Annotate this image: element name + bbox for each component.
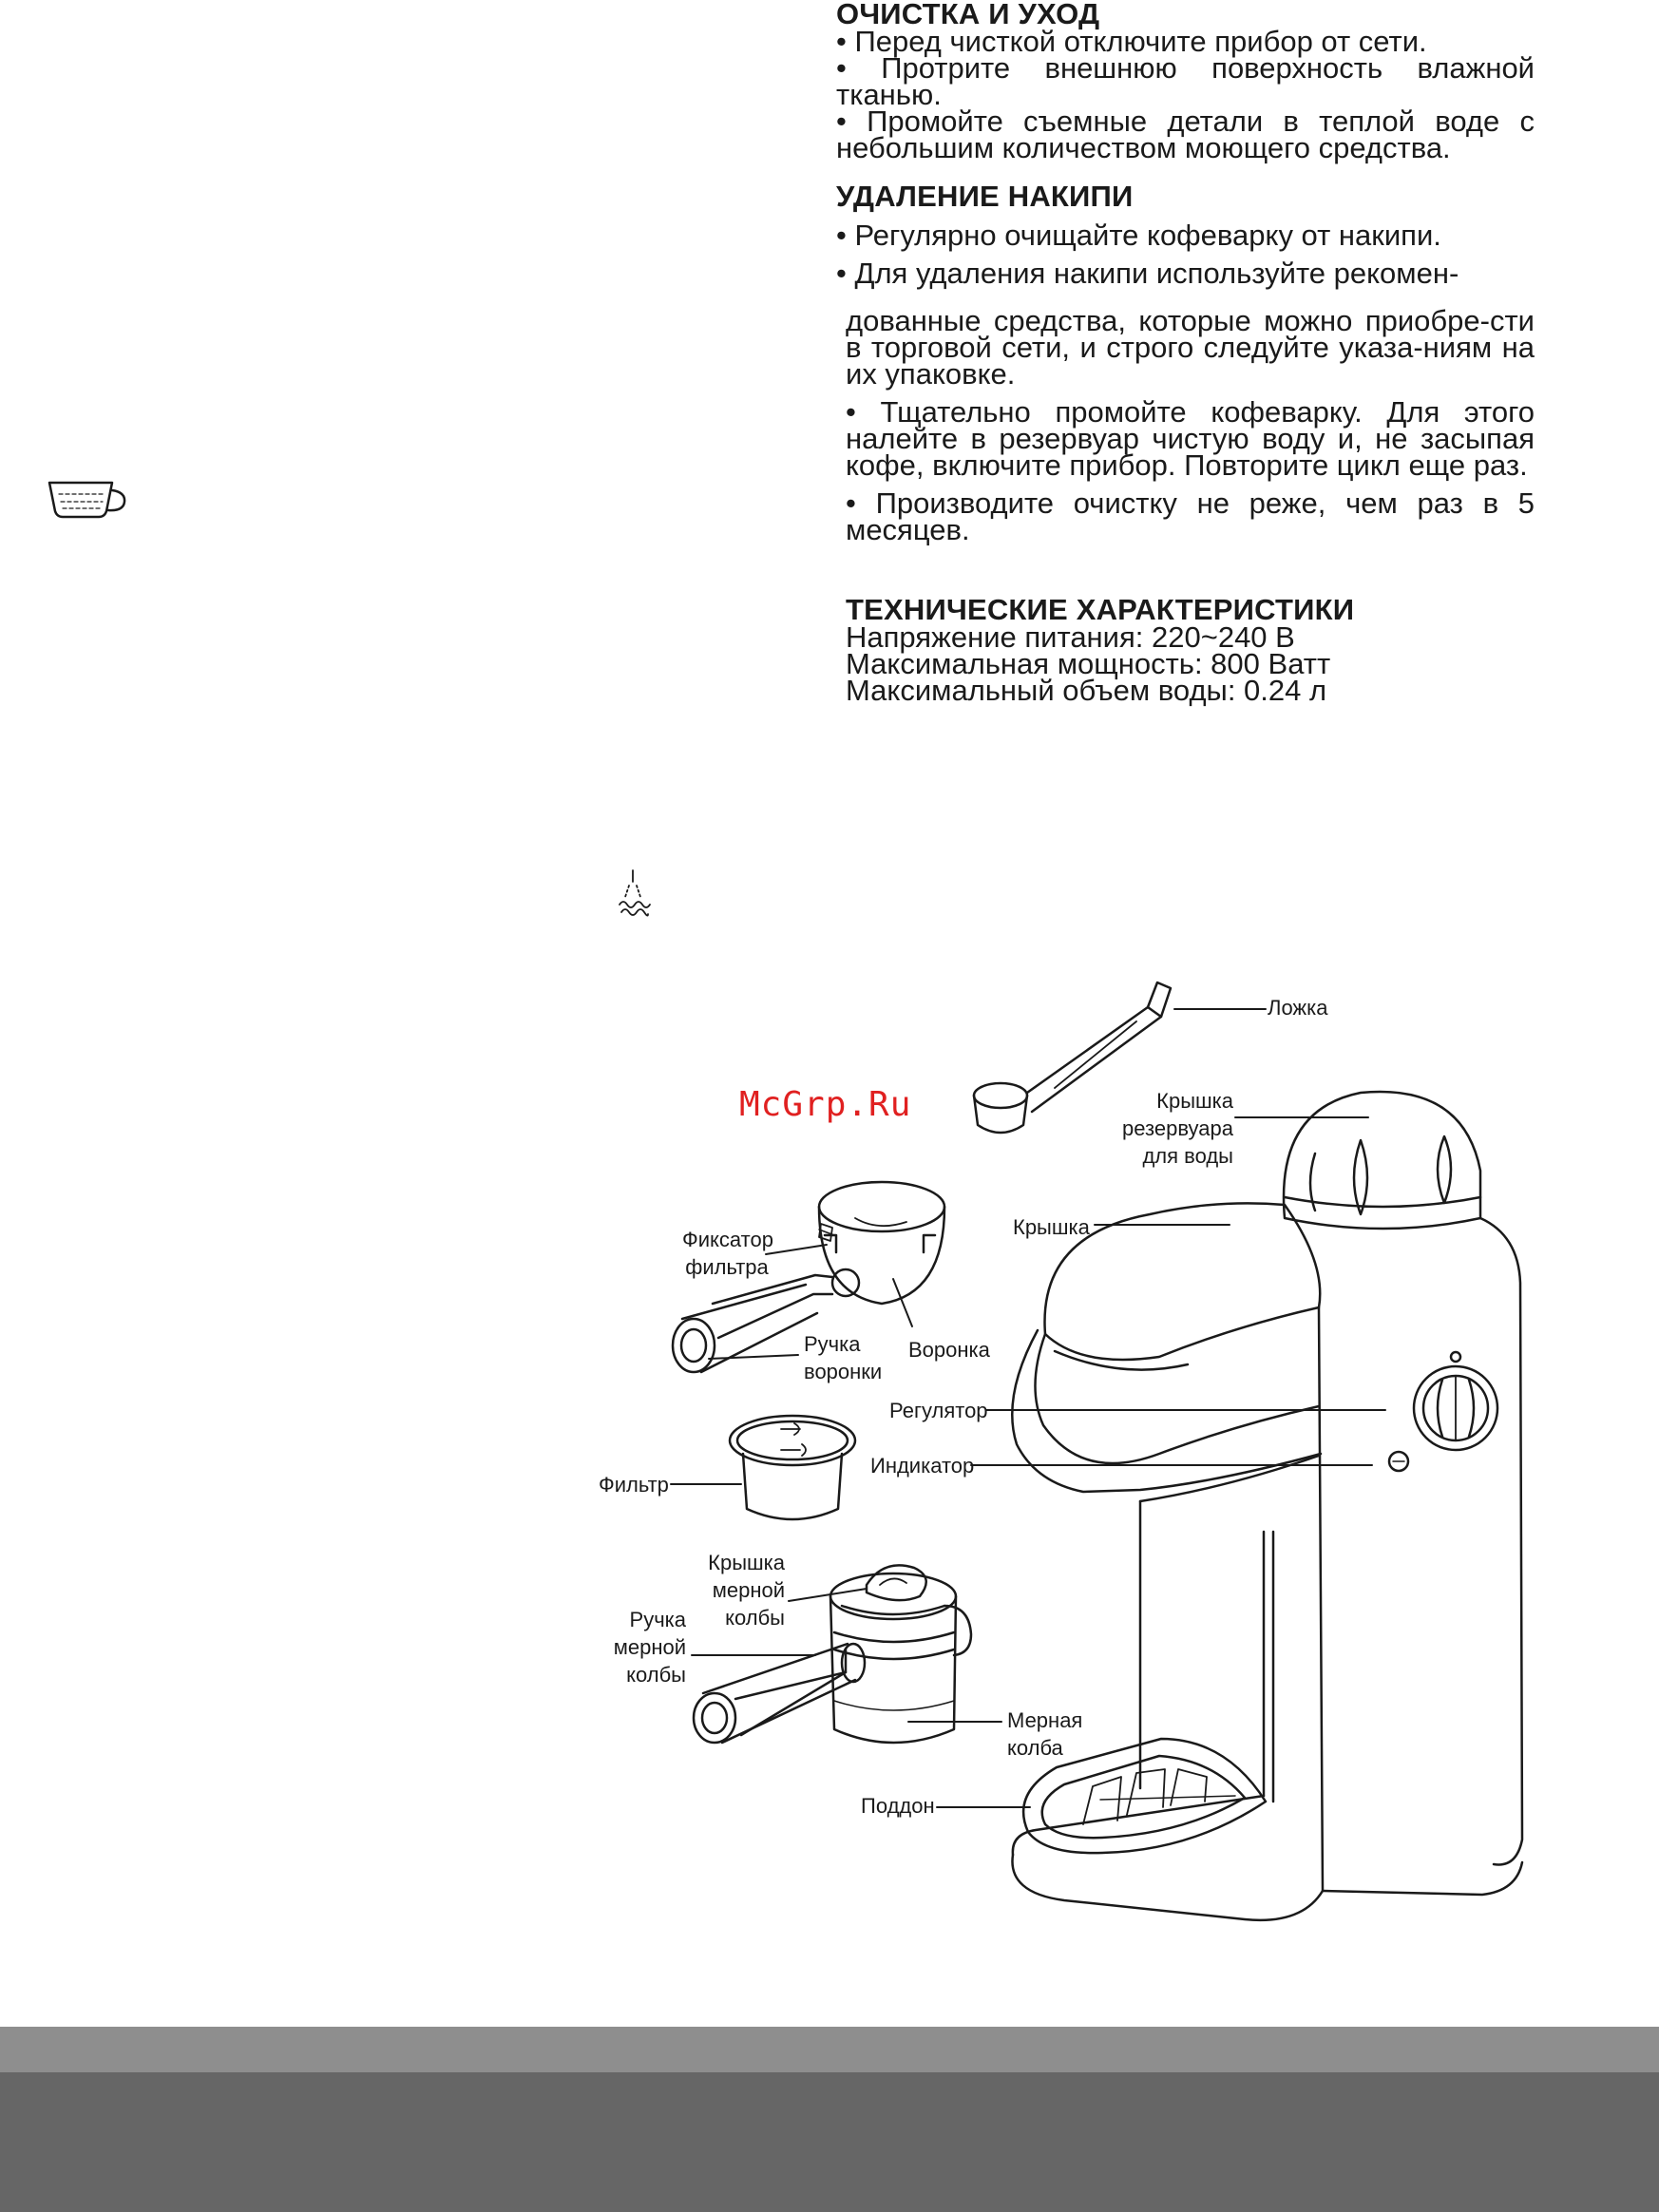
label-filter-lock: Фиксатор фильтра [682, 1228, 773, 1279]
cleaning-title: ОЧИСТКА И УХОД [836, 0, 1100, 30]
descaling-item: • Тщательно промойте кофеварку. Для этого налейте в резервуар чистую воду и, не засыпая кофе, включите прибор. Повторите цикл еще раз. [846, 395, 1535, 482]
descaling-title: УДАЛЕНИЕ НАКИПИ [836, 180, 1134, 213]
label-regulator: Регулятор [889, 1399, 988, 1422]
spec-power: Максимальная мощность: 800 Ватт [846, 647, 1331, 680]
label-lid: Крышка [1013, 1215, 1090, 1239]
cleaning-item: • Перед чисткой отключите прибор от сети. [836, 25, 1427, 58]
watermark: McGrp.Ru [739, 1085, 912, 1124]
footer-band-dark [0, 2072, 1659, 2212]
label-filter: Фильтр [599, 1473, 669, 1497]
label-flask: Мерная колба [1007, 1708, 1083, 1760]
descaling-item: • Производите очистку не реже, чем раз в 5 месяцев. [846, 486, 1535, 546]
label-flask-handle: Ручка мерной колбы [613, 1608, 686, 1687]
cleaning-item: • Промойте съемные детали в теплой воде с небольшим количеством моющего средства. [836, 105, 1535, 164]
spec-voltage: Напряжение питания: 220~240 В [846, 620, 1295, 654]
label-spoon: Ложка [1268, 996, 1328, 1020]
label-flask-lid: Крышка мерной колбы [708, 1551, 785, 1630]
cup-icon [49, 483, 124, 517]
label-tray: Поддон [861, 1794, 935, 1818]
label-indicator: Индикатор [870, 1454, 975, 1478]
label-funnel: Воронка [908, 1338, 990, 1362]
label-reservoir-lid: Крышка резервуара для воды [1122, 1089, 1233, 1168]
filter-basket [730, 1416, 855, 1519]
descaling-item: • Для удаления накипи используйте рекомен- [836, 257, 1459, 290]
descaling-item: дованные средства, которые можно приобре-сти в торговой сети, и строго следуйте указа-ниям на их упаковке. [846, 304, 1535, 391]
descaling-item: • Регулярно очищайте кофеварку от накипи. [836, 219, 1441, 252]
label-funnel-handle: Ручка воронки [804, 1332, 883, 1383]
footer-band-light [0, 2027, 1659, 2072]
cleaning-item: • Протрите внешнюю поверхность влажной тканью. [836, 51, 1535, 111]
spec-volume: Максимальный объем воды: 0.24 л [846, 674, 1327, 707]
steam-drip-icon [620, 870, 650, 916]
specs-title: ТЕХНИЧЕСКИЕ ХАРАКТЕРИСТИКИ [846, 593, 1355, 626]
